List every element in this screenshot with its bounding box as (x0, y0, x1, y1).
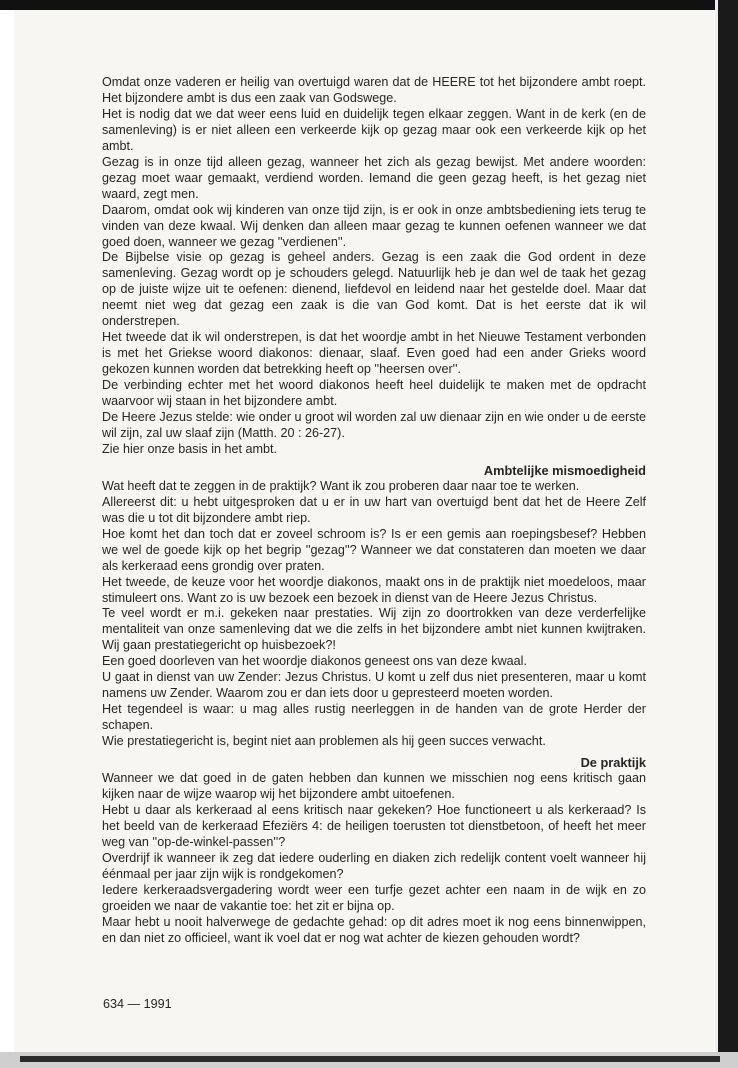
paragraph: Iedere kerkeraadsvergadering wordt weer een turfje gezet achter een naam in de wijk en zo groeiden we naar de vakantie toe: het zit er bijna op. (102, 882, 646, 913)
paragraph: Omdat onze vaderen er heilig van overtuigd waren dat de HEERE tot het bijzondere ambt roept. Het bijzondere ambt is dus een zaak van Godswege. (102, 75, 646, 105)
paragraph: De Bijbelse visie op gezag is geheel anders. Gezag is een zaak die God ordent in deze samenleving. Gezag wordt op je schouders gelegd. Natuurlijk heb je dan wel de taak het gezag op de juiste wijze uit te oefenen: dienend, liefdevol en leidend naar het gestelde doel. Maar dat neemt niet weg dat gezag een zaak is die van God komt. Dat is het eerste dat ik wil onderstrepen. (102, 250, 646, 329)
paragraph: Wat heeft dat te zeggen in de praktijk? Want ik zou proberen daar naar toe te werken. (102, 478, 580, 493)
paragraph: Het tweede, de keuze voor het woordje diakonos, maakt ons in de praktijk niet moedeloos, maar stimuleert ons. Want zo is uw bezoek een bezoek in dienst van de Heere Jezus Christus. (102, 574, 646, 605)
scan-edge-right-gap (715, 0, 718, 1068)
paragraph: De verbinding echter met het woord diakonos heeft heel duidelijk te maken met de opdracht waarvoor wij staan in het bijzondere ambt. (102, 378, 646, 409)
paragraph: Hebt u daar als kerkeraad al eens kritisch naar gekeken? Hoe functioneert u als kerkeraad? Is het beeld van de kerkeraad Efeziërs 4: de heiligen toerusten tot dienstbetoon, of heeft het meer weg van ''op-de-winkel-passen''? (102, 802, 646, 849)
paragraph: Het tweede dat ik wil onderstrepen, is dat het woordje ambt in het Nieuwe Testament verbonden is met het Griekse woord diakonos: dienaar, slaaf. Even goed had een ander Grieks woord gekozen kunnen worden dat betrekking heeft op ''heersen over''. (102, 330, 646, 377)
paragraph: Gezag is in onze tijd alleen gezag, wanneer het zich als gezag bewijst. Met andere woorden: gezag moet waar gemaakt, verdiend worden. Iemand die geen gezag heeft, is het gezag niet waard, zegt men. (102, 154, 646, 201)
text-column (102, 75, 646, 946)
paragraph: Zie hier onze basis in het ambt. (102, 441, 278, 456)
scan-edge-right (718, 0, 738, 1068)
section-heading-de-praktijk: De praktijk (580, 755, 646, 771)
paragraph: Het tegendeel is waar: u mag alles rustig neerleggen in de handen van de grote Herder der schapen. (102, 702, 646, 733)
paragraph: Allereerst dit: u hebt uitgesproken dat u er in uw hart van overtuigd bent dat het de Heere Zelf was die u tot dit bijzondere ambt riep. (102, 494, 646, 525)
paragraph: Daarom, omdat ook wij kinderen van onze tijd zijn, is er ook in onze ambtsbediening iets terug te vinden van deze kwaal. Wij denken dan alleen maar gezag te kunnen oefenen wanneer we dat goed doen, wanneer we gezag ''verdienen''. (102, 202, 646, 249)
paragraph: Overdrijf ik wanneer ik zeg dat iedere ouderling en diaken zich redelijk content voelt wanneer hij éénmaal per jaar zijn wijk is rondgekomen? (102, 850, 646, 881)
paragraph: Maar hebt u nooit halverwege de gedachte gehad: op dit adres moet ik nog eens binnenwippen, en dan niet zo officieel, want ik voel dat er nog wat achter de kiezen gehouden wordt? (102, 914, 646, 945)
section-heading-ambtelijke-mismoedigheid: Ambtelijke mismoedigheid (483, 462, 646, 478)
page-footer: 634 — 1991 (103, 997, 172, 1011)
scan-edge-top (0, 0, 738, 10)
paragraph: U gaat in dienst van uw Zender: Jezus Christus. U komt u zelf dus niet presenteren, maar u komt namens uw Zender. Waarom zou er dan iets door u gepresteerd moeten worden. (102, 670, 646, 701)
scan-edge-bottom-line (20, 1056, 720, 1062)
paragraph: Een goed doorleven van het woordje diakonos geneest ons van deze kwaal. (102, 654, 527, 669)
paragraph: Te veel wordt er m.i. gekeken naar prestaties. Wij zijn zo doortrokken van deze verderfelijke mentaliteit van onze samenleving dat we die zelfs in het bijzondere ambt niet kunnen kwijtraken. Wij gaan prestatiegericht op huisbezoek?! (102, 606, 646, 653)
paragraph: Wanneer we dat goed in de gaten hebben dan kunnen we misschien nog eens kritisch gaan kijken naar de wijze waarop wij het bijzondere ambt uitoefenen. (102, 770, 646, 801)
paragraph: Het is nodig dat we dat weer eens luid en duidelijk tegen elkaar zeggen. Want in de kerk (en de samenleving) is er niet alleen een verkeerde kijk op gezag maar ook een verkeerde kijk op het ambt. (102, 106, 646, 153)
paragraph: Hoe komt het dan toch dat er zoveel schroom is? Is er een gemis aan roepingsbesef? Hebben we wel de goede kijk op het begrip ''gezag''? Wanneer we dat constateren dan moeten we daar als kerkeraad eens grondig over praten. (102, 526, 646, 573)
paragraph: De Heere Jezus stelde: wie onder u groot wil worden zal uw dienaar zijn en wie onder u de eerste wil zijn, zal uw slaaf zijn (Matth. 20 : 26-27). (102, 410, 646, 440)
paragraph: Wie prestatiegericht is, begint niet aan problemen als hij geen succes verwacht. (102, 734, 546, 749)
